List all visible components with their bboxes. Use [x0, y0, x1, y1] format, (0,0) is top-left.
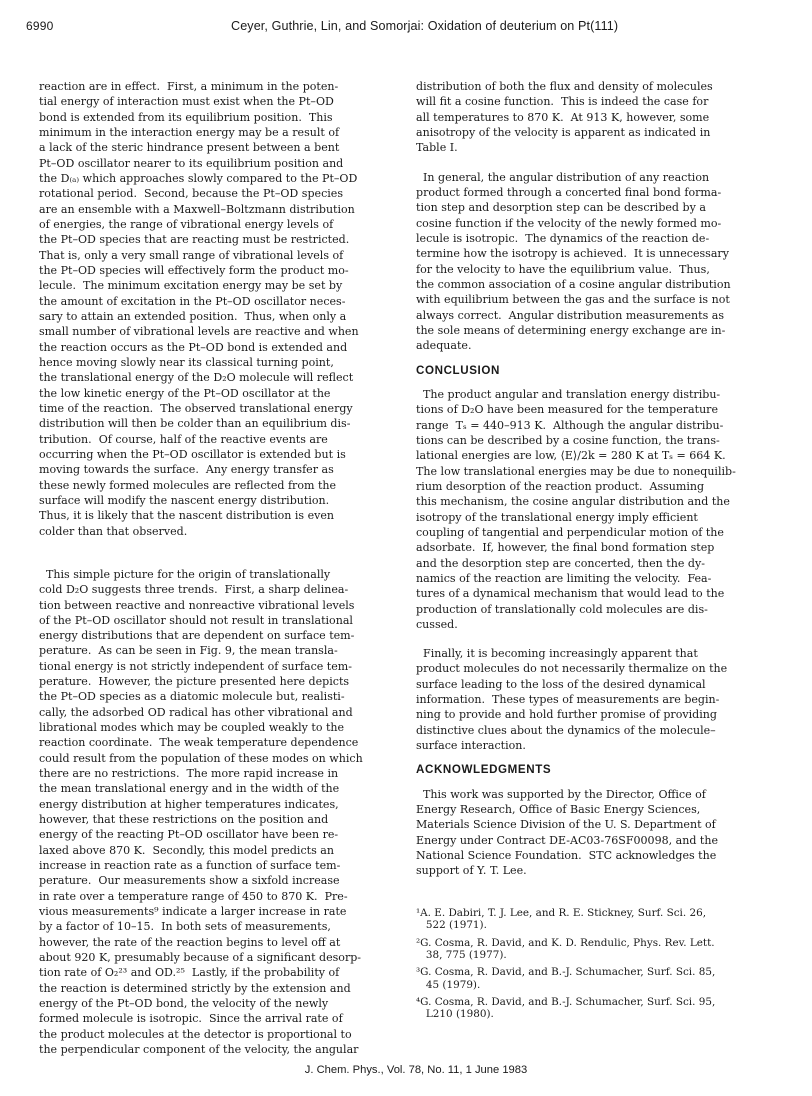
text-line: surface will modify the nascent energy distribution. — [39, 493, 330, 507]
text-line: adequate. — [416, 339, 472, 353]
text-line: reaction coordinate. The weak temperature dependence — [39, 736, 359, 750]
paragraph — [416, 387, 788, 632]
text-line: these newly formed molecules are reflected from the — [39, 478, 337, 492]
references-list — [416, 907, 788, 1021]
text-line: with equilibrium between the gas and the surface is not — [416, 293, 730, 307]
text-line: information. These types of measurements are begin- — [416, 693, 720, 707]
text-line: for the velocity to have the equilibrium value. Thus, — [416, 262, 710, 276]
reference-item — [416, 937, 788, 962]
text-line: the reaction occurs as the Pt–OD bond is extended and — [39, 340, 348, 354]
text-line: vious measurements⁹ indicate a larger increase in rate — [39, 905, 347, 919]
reference-line: ³G. Cosma, R. David, and B.-J. Schumacher, Surf. Sci. 85, — [416, 966, 716, 979]
text-line: surface leading to the loss of the desired dynamical — [416, 677, 706, 691]
text-line: will fit a cosine function. This is indeed the case for — [416, 95, 709, 109]
text-line: always correct. Angular distribution measurements as — [416, 308, 725, 322]
text-line: distribution of both the flux and density of molecules — [416, 80, 713, 93]
text-line: the common association of a cosine angular distribution — [416, 277, 731, 291]
reference-line: 45 (1979). — [416, 978, 481, 991]
text-line: tribution. Of course, half of the reactive events are — [39, 432, 328, 446]
reference-line: 38, 775 (1977). — [416, 948, 507, 961]
text-line: a lack of the steric hindrance present between a bent — [39, 141, 340, 155]
text-line: product formed through a concerted final bond forma- — [416, 185, 722, 199]
text-line: time of the reaction. The observed translational energy — [39, 401, 353, 415]
text-line: anisotropy of the velocity is apparent as indicated in — [416, 125, 711, 139]
text-line: namics of the reaction are limiting the velocity. Fea- — [416, 571, 712, 585]
text-line: tions can be described by a cosine function, the trans- — [416, 433, 720, 447]
running-title: Ceyer, Guthrie, Lin, and Somorjai: Oxidation of deuterium on Pt(111) — [231, 19, 619, 33]
text-line: lational energies are low, ⟨E⟩/2k = 280 K at Tₛ = 664 K. — [416, 449, 726, 463]
text-line: tions of D₂O have been measured for the temperature — [416, 403, 719, 417]
text-line: there are no restrictions. The more rapid increase in — [39, 767, 339, 781]
text-line: tures of a dynamical mechanism that would lead to the — [416, 587, 725, 601]
reference-item — [416, 907, 788, 932]
text-line: sary to attain an extended position. Thus, when only a — [39, 309, 347, 323]
right-column — [416, 79, 788, 1021]
reference-line: ⁴G. Cosma, R. David, and B.-J. Schumacher, Surf. Sci. 95, — [416, 996, 716, 1009]
text-line: Energy under Contract DE-AC03-76SF00098, and the — [416, 833, 719, 847]
text-line: surface interaction. — [416, 739, 526, 753]
text-line: coupling of tangential and perpendicular motion of the — [416, 525, 724, 539]
text-line: of energies, the range of vibrational energy levels of — [39, 217, 334, 231]
text-line: rium desorption of the reaction product. Assuming — [416, 479, 705, 493]
text-line: cosine function if the velocity of the newly formed mo- — [416, 216, 722, 230]
text-line: laxed above 870 K. Secondly, this model predicts an — [39, 843, 334, 857]
text-line: The low translational energies may be due to nonequilib- — [416, 464, 736, 478]
paragraph — [416, 79, 788, 156]
text-line: adsorbate. If, however, the final bond formation step — [416, 541, 715, 555]
reference-line: ²G. Cosma, R. David, and K. D. Rendulic, Phys. Rev. Lett. — [416, 936, 715, 949]
text-line: perature. Our measurements show a sixfold increase — [39, 874, 340, 888]
text-line: occurring when the Pt–OD oscillator is extended but is — [39, 447, 346, 461]
text-line: lecule is isotropic. The dynamics of the reaction de- — [416, 231, 710, 245]
text-line: perature. As can be seen in Fig. 9, the mean transla- — [39, 644, 338, 658]
reference-item — [416, 996, 788, 1021]
paragraph — [39, 79, 409, 539]
text-line: distinctive clues about the dynamics of the molecule– — [416, 723, 716, 737]
section-heading-acknowledgments: ACKNOWLEDGMENTS — [416, 763, 552, 777]
text-line: minimum in the interaction energy may be a result of — [39, 125, 340, 139]
text-line: the Pt–OD species will effectively form the product mo- — [39, 263, 349, 277]
left-column — [39, 79, 409, 1057]
text-line: increase in reaction rate as a function of surface tem- — [39, 859, 341, 873]
text-line: This simple picture for the origin of translationally — [39, 567, 331, 581]
text-line: the sole means of determining energy exchange are in- — [416, 323, 726, 337]
text-line: Pt–OD oscillator nearer to its equilibrium position and — [39, 156, 344, 170]
text-line: Table I. — [416, 141, 458, 155]
text-line: tial energy of interaction must exist when the Pt–OD — [39, 95, 334, 109]
text-line: isotropy of the translational energy imply efficient — [416, 510, 698, 524]
text-line: tion between reactive and nonreactive vibrational levels — [39, 598, 355, 612]
text-line: The product angular and translation energy distribu- — [416, 387, 721, 401]
paragraph — [416, 170, 788, 354]
text-line: the amount of excitation in the Pt–OD oscillator neces- — [39, 294, 346, 308]
text-line: range Tₛ = 440–913 K. Although the angular distribu- — [416, 418, 724, 432]
text-line: Materials Science Division of the U. S. Department of — [416, 818, 716, 832]
text-line: energy of the Pt–OD bond, the velocity of the newly — [39, 997, 329, 1011]
text-line: are an ensemble with a Maxwell–Boltzmann distribution — [39, 202, 355, 216]
text-line: Thus, it is likely that the nascent distribution is even — [39, 509, 335, 523]
reference-item — [416, 966, 788, 991]
text-line: however, the rate of the reaction begins to level off at — [39, 935, 341, 949]
text-line: this mechanism, the cosine angular distribution and the — [416, 495, 730, 509]
text-line: tion step and desorption step can be described by a — [416, 201, 706, 215]
text-line: in rate over a temperature range of 450 to 870 K. Pre- — [39, 889, 348, 903]
reference-line: 522 (1971). — [416, 919, 487, 932]
text-line: National Science Foundation. STC acknowledges the — [416, 849, 717, 863]
text-line: of the Pt–OD oscillator should not result in translational — [39, 613, 353, 627]
paragraph — [416, 787, 788, 879]
text-line: the translational energy of the D₂O molecule will reflect — [39, 371, 354, 385]
text-line: Energy Research, Office of Basic Energy Sciences, — [416, 803, 701, 817]
text-line: energy distribution at higher temperatures indicates, — [39, 797, 339, 811]
text-line: energy distributions that are dependent on surface tem- — [39, 629, 355, 643]
page-number: 6990 — [26, 19, 54, 33]
reference-line: L210 (1980). — [416, 1008, 494, 1021]
text-line: the product molecules at the detector is proportional to — [39, 1027, 352, 1041]
text-line: small number of vibrational levels are reactive and when — [39, 325, 359, 339]
text-line: tional energy is not strictly independent of surface tem- — [39, 659, 352, 673]
text-line: product molecules do not necessarily thermalize on the — [416, 662, 728, 676]
text-line: by a factor of 10–15. In both sets of measurements, — [39, 920, 331, 934]
text-line: perature. However, the picture presented here depicts — [39, 675, 350, 689]
reference-line: ¹A. E. Dabiri, T. J. Lee, and R. E. Stickney, Surf. Sci. 26, — [416, 906, 707, 919]
text-line: the mean translational energy and in the width of the — [39, 782, 340, 796]
section-heading-conclusion: CONCLUSION — [416, 363, 500, 377]
text-line: and the desorption step are concerted, then the dy- — [416, 556, 705, 570]
text-line: bond is extended from its equilibrium position. This — [39, 110, 333, 124]
text-line: colder than that observed. — [39, 524, 188, 538]
text-line: production of translationally cold molecules are dis- — [416, 602, 708, 616]
text-line: distribution will then be colder than an equilibrium dis- — [39, 417, 351, 431]
text-line: ning to provide and hold further promise of providing — [416, 708, 717, 722]
text-line: cold D₂O suggests three trends. First, a sharp delinea- — [39, 583, 349, 597]
paragraph — [39, 567, 409, 1058]
text-line: This work was supported by the Director, Office of — [416, 787, 706, 801]
text-line: the D₍ₐ₎ which approaches slowly compared to the Pt–OD — [39, 171, 358, 185]
text-line: all temperatures to 870 K. At 913 K, however, some — [416, 110, 710, 124]
text-line: termine how the isotropy is achieved. It is unnecessary — [416, 247, 729, 261]
text-line: rotational period. Second, because the Pt–OD species — [39, 187, 343, 201]
text-line: the reaction is determined strictly by the extension and — [39, 981, 351, 995]
text-line: formed molecule is isotropic. Since the arrival rate of — [39, 1012, 343, 1026]
text-line: support of Y. T. Lee. — [416, 864, 527, 878]
text-line: tion rate of O₂²³ and OD.²⁵ Lastly, if the probability of — [39, 966, 340, 980]
text-line: In general, the angular distribution of any reaction — [416, 170, 710, 184]
text-line: the perpendicular component of the velocity, the angular — [39, 1043, 359, 1057]
text-line: about 920 K, presumably because of a significant desorp- — [39, 951, 362, 965]
text-line: the Pt–OD species as a diatomic molecule but, realisti- — [39, 690, 345, 704]
journal-footer: J. Chem. Phys., Vol. 78, No. 11, 1 June 1983 — [304, 1064, 528, 1076]
text-line: That is, only a very small range of vibrational levels of — [39, 248, 344, 262]
text-line: librational modes which may be coupled weakly to the — [39, 721, 345, 735]
text-line: moving towards the surface. Any energy transfer as — [39, 463, 334, 477]
text-line: Finally, it is becoming increasingly apparent that — [416, 647, 698, 661]
text-line: reaction are in effect. First, a minimum in the poten- — [39, 80, 339, 93]
paragraph — [416, 646, 788, 753]
text-line: lecule. The minimum excitation energy may be set by — [39, 279, 343, 293]
text-line: could result from the population of these modes on which — [39, 751, 363, 765]
text-line: the Pt–OD species that are reacting must be restricted. — [39, 233, 350, 247]
text-line: the low kinetic energy of the Pt–OD oscillator at the — [39, 386, 331, 400]
text-line: hence moving slowly near its classical turning point, — [39, 355, 334, 369]
text-line: energy of the reacting Pt–OD oscillator have been re- — [39, 828, 339, 842]
text-line: cussed. — [416, 617, 458, 631]
text-line: cally, the adsorbed OD radical has other vibrational and — [39, 705, 353, 719]
text-line: however, that these restrictions on the position and — [39, 813, 329, 827]
